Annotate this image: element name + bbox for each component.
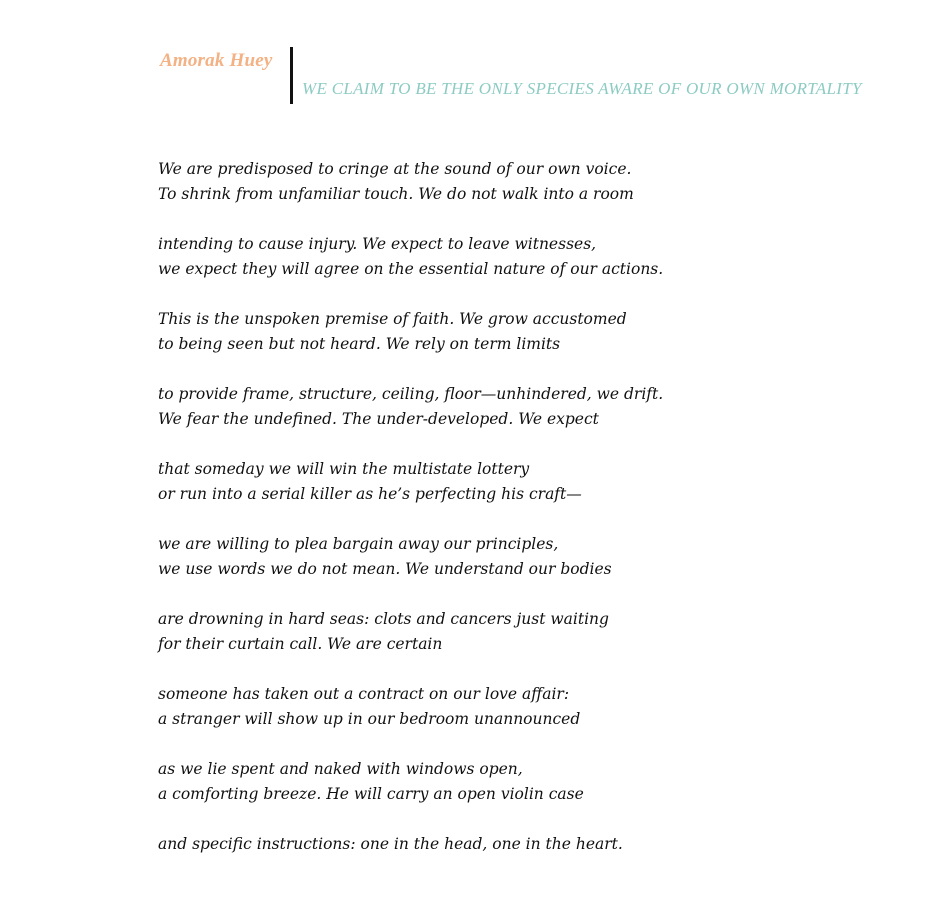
poem-line: and specific instructions: one in the head, one in the heart. [158,835,623,853]
stanza [158,382,858,432]
poem-line: a stranger will show up in our bedroom unannounced [158,710,581,728]
poem-line: We are predisposed to cringe at the sound of our own voice. [158,160,632,178]
poem-line: or run into a serial killer as he’s perfecting his craft— [158,485,582,503]
poem-line: someone has taken out a contract on our love affair: [158,685,570,703]
poem-line: to provide frame, structure, ceiling, floor—unhindered, we drift. [158,385,664,403]
poem-line: we expect they will agree on the essential nature of our actions. [158,260,664,278]
stanza [158,532,858,582]
poem-line: that someday we will win the multistate lottery [158,460,530,478]
stanza [158,757,858,807]
poem-line: as we lie spent and naked with windows open, [158,760,523,778]
poem-title: WE CLAIM TO BE THE ONLY SPECIES AWARE OF OUR OWN MORTALITY [302,79,862,98]
poem-line: we use words we do not mean. We understand our bodies [158,560,612,578]
poem-line: are drowning in hard seas: clots and cancers just waiting [158,610,609,628]
stanza [158,682,858,732]
poem-line: We fear the undefined. The under-developed. We expect [158,410,599,428]
poem-line: we are willing to plea bargain away our principles, [158,535,559,553]
stanza [158,832,858,857]
stanza [158,307,858,357]
stanza [158,157,858,207]
stanza [158,232,858,282]
poem-line: to being seen but not heard. We rely on term limits [158,335,561,353]
header-divider [290,47,293,104]
stanza [158,607,858,657]
stanza [158,457,858,507]
poem-line: This is the unspoken premise of faith. We grow accustomed [158,310,627,328]
author-name: Amorak Huey [160,50,273,71]
poem-header [0,0,944,120]
poem-line: for their curtain call. We are certain [158,635,443,653]
poem-line: intending to cause injury. We expect to leave witnesses, [158,235,597,253]
poem-line: To shrink from unfamiliar touch. We do not walk into a room [158,185,634,203]
poem-body [158,157,858,882]
poem-line: a comforting breeze. He will carry an open violin case [158,785,584,803]
